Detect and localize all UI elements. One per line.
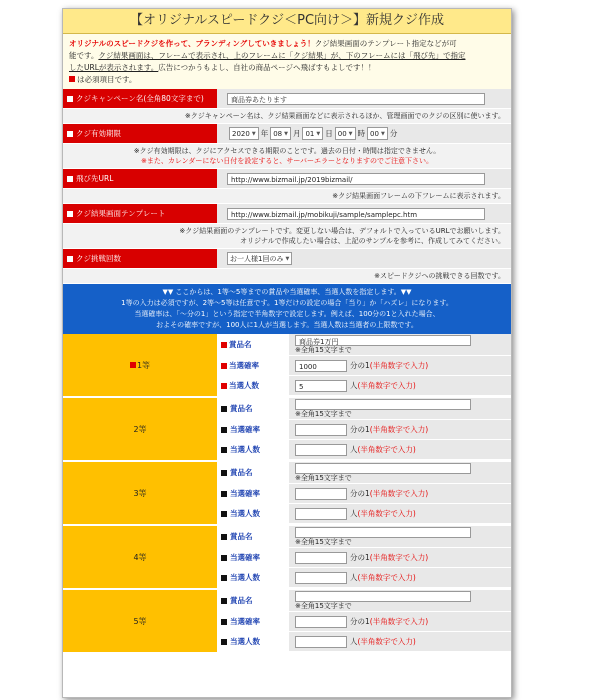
jump-row [63,169,511,189]
marker-icon [221,470,227,476]
marker-icon [221,363,227,369]
challenge-label-text: クジ挑戦回数 [76,254,121,263]
tier-label [63,398,217,460]
prize-rate-input[interactable] [295,552,347,564]
page-title: 【オリジナルスピードクジ＜PC向け＞】新規クジ作成 [63,9,511,34]
year-unit: 年 [260,129,269,138]
template-note1: ※クジ結果画面のテンプレートです。変更しない場合は、デフォルトで入っているURLでお願いします。 [179,227,505,235]
rate-unit: 分の1 [350,489,370,498]
tier-text: 1等 [136,360,151,370]
tier-label [63,334,217,396]
challenge-row [63,249,511,269]
rate-unit: 分の1 [350,361,370,370]
prize-count-input[interactable] [295,444,347,456]
prize-rate-label-text: 当選確率 [229,361,259,370]
prize-rate-input[interactable] [295,616,347,628]
intro-line2a: 能です。 [69,51,99,60]
count-unit: 人 [350,637,358,646]
prize-name-input[interactable] [295,591,471,602]
prize-rate-input[interactable]: 1000 [295,360,347,372]
prize-count-row [217,440,511,460]
prize-rate-label-text: 当選確率 [230,425,260,434]
challenge-value: お一人様1回のみ [230,254,284,263]
intro-lead-rest: クジ結果画面のテンプレート指定などが可 [314,39,457,48]
rate-unit: 分の1 [350,425,370,434]
minute-unit: 分 [389,129,398,138]
prize-name-label [217,334,289,355]
chevron-down-icon: ▼ [348,130,353,137]
jump-note: ※クジ結果画面フレームの下フレームに表示されます。 [63,189,511,204]
rate-hint: (半角数字で入力) [369,361,429,370]
required-marker-icon [67,131,73,137]
marker-icon [221,427,227,433]
challenge-note: ※スピードクジへの挑戦できる回数です。 [63,269,511,284]
prize-rate-row [217,612,511,632]
intro-lead: オリジナルのスピードクジを作って、ブランディングしていきましょう！ [69,39,315,48]
prize-count-label [217,504,289,523]
prize-rate-row [217,420,511,440]
campaign-note: ※クジキャンペーン名は、クジ結果画面などに表示されるほか、管理画面でのクジの区別に使います。 [63,109,511,124]
required-marker-icon [69,76,75,82]
marker-icon [221,555,227,561]
prize-block [63,462,511,526]
required-marker-icon [130,362,136,368]
prize-name-input[interactable]: 商品券1万円 [295,335,471,346]
chevron-down-icon: ▼ [284,130,288,137]
rate-unit: 分の1 [350,617,370,626]
tier-text: 3等 [133,488,147,498]
expiry-row [63,124,511,144]
rate-hint: (半角数字で入力) [369,425,429,434]
prize-rate-label [217,548,289,567]
prize-rate-input[interactable] [295,488,347,500]
required-note: は必須項目です。 [77,75,137,84]
prize-count-row [217,504,511,524]
prize-rate-label [217,356,289,375]
template-row [63,204,511,224]
tier-label [63,462,217,524]
marker-icon [221,406,227,412]
rate-hint: (半角数字で入力) [369,553,429,562]
expiry-label-text: クジ有効期限 [76,129,121,138]
prize-count-label [217,440,289,459]
info-line: およその確率ですが、100人に1人が当選します。当選人数は当選者の上限数です。 [156,321,418,329]
prize-rate-row [217,548,511,568]
prize-count-input[interactable] [295,508,347,520]
prize-name-label-text: 賞品名 [230,404,253,413]
year-select[interactable] [229,127,259,140]
template-label [63,204,217,223]
rate-hint: (半角数字で入力) [369,489,429,498]
count-hint: (半角数字で入力) [357,573,416,582]
count-unit: 人 [350,381,358,390]
hour-unit: 時 [357,129,366,138]
prize-count-row [217,568,511,588]
challenge-select[interactable] [227,252,292,265]
count-unit: 人 [350,573,358,582]
prize-name-label-text: 賞品名 [230,468,253,477]
count-hint: (半角数字で入力) [357,637,416,646]
template-url-input[interactable]: http://www.bizmail.jp/mobikuji/sample/samplepc.htm [227,208,485,220]
prize-name-row [217,398,511,420]
hour-select[interactable] [335,127,356,140]
template-note [63,224,511,249]
prize-count-label [217,632,289,651]
prize-count-input[interactable] [295,636,347,648]
day-select[interactable] [302,127,323,140]
tier-text: 4等 [133,552,147,562]
marker-icon [221,491,227,497]
chevron-down-icon: ▼ [316,130,321,137]
prize-name-row [217,526,511,548]
prize-count-label-text: 当選人数 [229,381,259,390]
prize-name-row [217,462,511,484]
marker-icon [221,447,227,453]
prize-name-label-text: 賞品名 [230,532,253,541]
challenge-label [63,249,217,268]
prize-name-input[interactable] [295,399,471,410]
count-hint: (半角数字で入力) [357,509,416,518]
day-unit: 日 [325,129,333,138]
prize-count-label-text: 当選人数 [230,637,260,646]
prize-list [63,334,511,654]
marker-icon [221,619,227,625]
count-hint: (半角数字で入力) [357,445,416,454]
prize-block [63,398,511,462]
prize-name-label [217,590,289,611]
campaign-input[interactable]: 商品券あたります [227,93,485,105]
prize-rate-label-text: 当選確率 [230,553,260,562]
minute-value: 00 [370,129,379,138]
count-hint: (半角数字で入力) [357,381,416,390]
month-unit: 月 [292,129,301,138]
prize-count-input[interactable]: 5 [295,380,347,392]
required-marker-icon [67,256,73,262]
prize-name-label [217,462,289,483]
rate-hint: (半角数字で入力) [369,617,429,626]
prize-count-input[interactable] [295,572,347,584]
prize-count-label-text: 当選人数 [230,509,260,518]
prize-name-hint: ※全角15文字まで [295,410,352,418]
intro-line2b: クジ結果画面は、フレームで表示され、上のフレームに「クジ結果」が、下のフレームには「飛び先」で指定 [98,51,466,60]
template-note2: オリジナルで作成したい場合は、上記のサンプルを参考に、作成してみてください。 [239,237,505,245]
chevron-down-icon: ▼ [380,130,385,137]
prize-rate-label-text: 当選確率 [230,489,260,498]
count-unit: 人 [350,445,358,454]
campaign-label-text: クジキャンペーン名(全角80文字まで) [76,94,204,103]
required-marker-icon [67,96,73,102]
prize-count-row [217,376,511,396]
prize-name-label-text: 賞品名 [230,596,253,605]
required-marker-icon [67,176,73,182]
prize-block [63,334,511,398]
expiry-note [63,144,511,169]
marker-icon [221,639,227,645]
prize-rate-label-text: 当選確率 [230,617,260,626]
prize-rate-label [217,612,289,631]
intro-line3a: したURLが表示されます。 [69,63,159,72]
intro-line3b: 広告につかうもよし、自社の商品ページへ飛ばすもよしです！！ [158,63,376,72]
campaign-row [63,89,511,109]
prize-info-banner [63,284,511,334]
tier-text: 2等 [133,424,147,434]
chevron-down-icon: ▼ [251,130,256,137]
year-value: 2020 [232,129,250,138]
form-window [62,8,512,698]
prize-rate-row [217,484,511,504]
prize-count-label [217,568,289,587]
prize-name-input[interactable] [295,463,471,474]
prize-rate-row [217,356,511,376]
prize-name-label-text: 賞品名 [229,340,252,349]
expiry-label [63,124,217,143]
tier-label [63,526,217,588]
hour-value: 00 [337,129,347,138]
prize-rate-label [217,420,289,439]
info-line: 1等の入力は必須ですが、2等～5等は任意です。1等だけの設定の場合「当り」か「ハズレ」になります。 [121,299,453,307]
prize-block [63,526,511,590]
prize-count-label [217,376,289,395]
marker-icon [221,598,227,604]
prize-name-hint: ※全角15文字まで [295,474,352,482]
prize-rate-label [217,484,289,503]
count-unit: 人 [350,509,358,518]
tier-label [63,590,217,652]
info-line: ▼▼ ここからは、1等～5等までの賞品や当選確率、当選人数を指定します。▼▼ [162,288,412,296]
month-value: 08 [273,129,283,138]
prize-count-label-text: 当選人数 [230,445,260,454]
intro-text [63,34,511,89]
prize-rate-input[interactable] [295,424,347,436]
prize-name-row [217,334,511,356]
jump-label [63,169,217,188]
minute-select[interactable] [367,127,388,140]
prize-count-row [217,632,511,652]
expiry-note1: ※クジ有効期限は、クジにアクセスできる期限のことです。過去の日付・時間は指定できません。 [133,147,441,155]
rate-unit: 分の1 [350,553,370,562]
marker-icon [221,575,227,581]
prize-name-hint: ※全角15文字まで [295,602,352,610]
month-select[interactable] [270,127,291,140]
chevron-down-icon: ▼ [285,255,290,262]
campaign-label [63,89,217,108]
jump-label-text: 飛び先URL [76,174,114,183]
marker-icon [221,342,227,348]
marker-icon [221,383,227,389]
jump-url-input[interactable]: http://www.bizmail.jp/2019bizmail/ [227,173,485,185]
prize-name-hint: ※全角15文字まで [295,346,352,354]
expiry-note2: ※また、カレンダーにない日付を設定すると、サーバーエラーとなりますのでご注意下さい。 [140,157,434,165]
info-line: 当選確率は、「～分の1」という指定で半角数字で設定します。例えば、100分の1と入れた場合、 [134,310,440,318]
tier-text: 5等 [133,616,147,626]
prize-block [63,590,511,654]
marker-icon [221,511,227,517]
prize-name-hint: ※全角15文字まで [295,538,352,546]
marker-icon [221,534,227,540]
prize-name-input[interactable] [295,527,471,538]
template-label-text: クジ結果画面テンプレート [76,209,166,218]
prize-name-label [217,398,289,419]
prize-count-label-text: 当選人数 [230,573,260,582]
required-marker-icon [67,211,73,217]
prize-name-label [217,526,289,547]
day-value: 01 [305,129,315,138]
prize-name-row [217,590,511,612]
